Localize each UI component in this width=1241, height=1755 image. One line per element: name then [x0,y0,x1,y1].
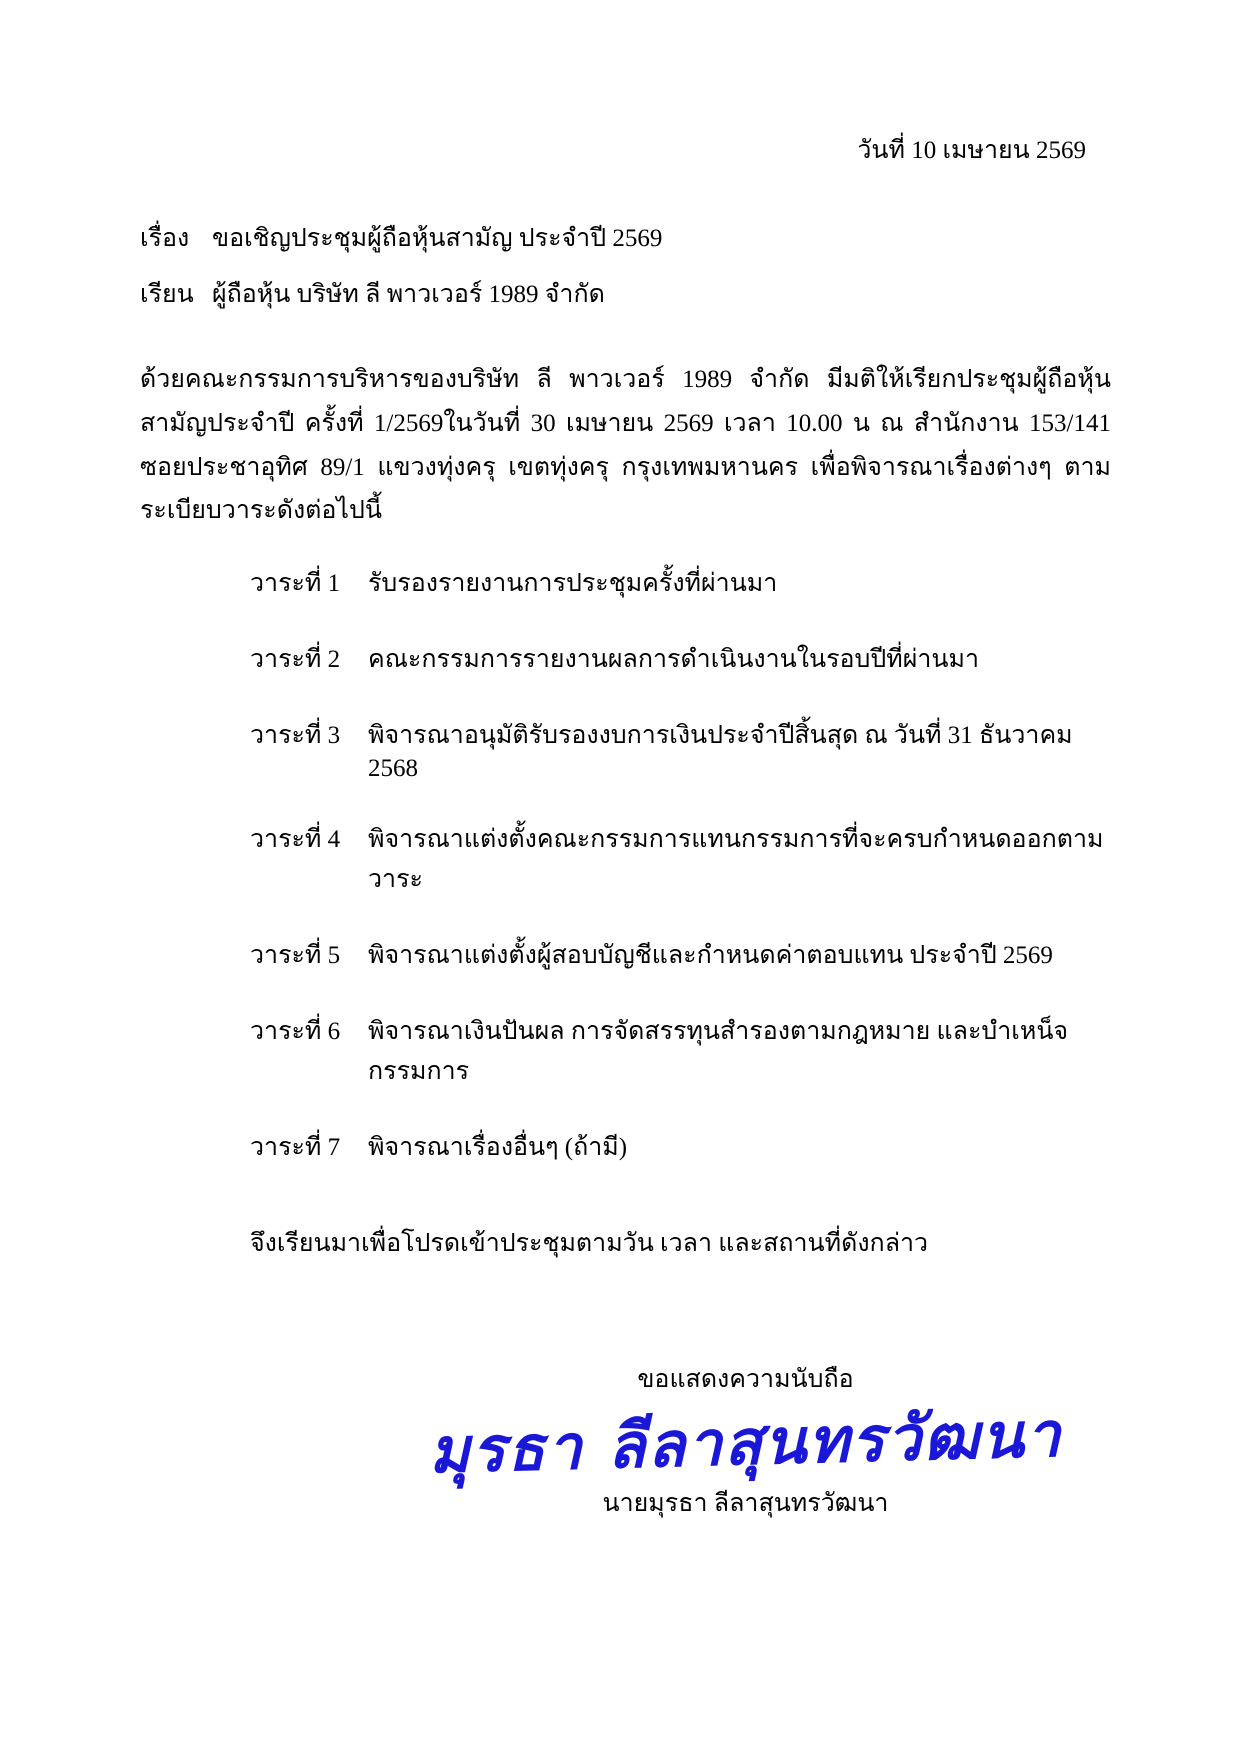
agenda-item [140,715,1121,783]
agenda-text: คณะกรรมการรายงานผลการดำเนินงานในรอบปีที่ผ่านมา [368,646,980,673]
agenda-list [140,563,1121,1167]
subject-line [140,218,1121,258]
agenda-number: วาระที่ 5 [250,942,341,969]
recipient-value: ผู้ถือหุ้น บริษัท ลี พาวเวอร์ 1989 จำกัด [212,281,605,308]
signer-name: นายมุรธา ลีลาสุนทรวัฒนา [602,1490,889,1518]
subject-value: ขอเชิญประชุมผู้ถือหุ้นสามัญ ประจำปี 2569 [212,225,663,252]
handwritten-signature: มุรธา ลีลาสุนทรวัฒนา [427,1397,1064,1488]
agenda-item [140,819,1121,899]
recipient-line [140,274,1121,314]
closing-line: จึงเรียนมาเพื่อโปรดเข้าประชุมตามวัน เวลา และสถานที่ดังกล่าว [250,1230,929,1257]
agenda-number: วาระที่ 6 [250,1018,341,1045]
agenda-text: พิจารณาเรื่องอื่นๆ (ถ้ามี) [368,1134,628,1161]
agenda-item [140,639,1121,679]
agenda-number: วาระที่ 3 [250,722,341,749]
agenda-item [140,1011,1121,1091]
recipient-label: เรียน [140,281,194,308]
signature-block [140,1359,1121,1523]
agenda-number: วาระที่ 2 [250,646,341,673]
agenda-item [140,563,1121,603]
spacer [140,330,1121,358]
agenda-number: วาระที่ 7 [250,1134,341,1161]
agenda-text: พิจารณาแต่งตั้งคณะกรรมการแทนกรรมการที่จะครบกำหนดออกตามวาระ [368,826,1104,893]
agenda-text: รับรองรายงานการประชุมครั้งที่ผ่านมา [368,570,778,597]
agenda-text: พิจารณาเงินปันผล การจัดสรรทุนสำรองตามกฎหมาย และบำเหน็จกรรมการ [368,1018,1069,1085]
agenda-number: วาระที่ 4 [250,826,341,853]
respect-line: ขอแสดงความนับถือ [637,1366,854,1393]
agenda-item [140,935,1121,975]
body-paragraph: ด้วยคณะกรรมการบริหารของบริษัท ลี พาวเวอร์ 1989 จำกัด มีมติให้เรียกประชุมผู้ถือหุ้นสามัญประจำปี ครั้งที่ 1/2569ในวันที่ 30 เมษายน 2569 เวลา 10.00 น ณ สำนักงาน 153/141 ซอยประชาอุทิศ 89/1 แขวงทุ่งครุ เขตทุ่งครุ กรุงเทพมหานคร เพื่อพิจารณาเรื่องต่างๆ ตามระเบียบวาระดังต่อไปนี้ [140,366,1111,525]
date-line: วันที่ 10 เมษายน 2569 [857,137,1086,164]
agenda-number: วาระที่ 1 [250,570,341,597]
subject-label: เรื่อง [140,225,190,252]
agenda-item [140,1127,1121,1167]
agenda-text: พิจารณาอนุมัติรับรองงบการเงินประจำปีสิ้นสุด ณ วันที่ 31 ธันวาคม 2568 [368,722,1073,782]
agenda-text: พิจารณาแต่งตั้งผู้สอบบัญชีและกำหนดค่าตอบแทน ประจำปี 2569 [368,942,1053,969]
